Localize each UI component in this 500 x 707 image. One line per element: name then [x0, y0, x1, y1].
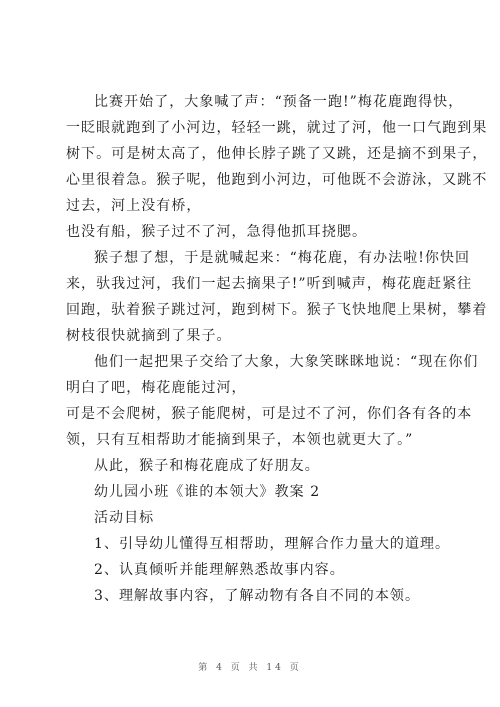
- text-line: 可是不会爬树，猴子能爬树，可是过不了河，你们各有各的本: [66, 406, 473, 422]
- page-footer: 第 4 页 共 14 页: [198, 663, 302, 673]
- document-body: [66, 89, 488, 609]
- text-line: 3、理解故事内容，了解动物有各自不同的本领。: [94, 588, 421, 604]
- text-line: 明白了吧，梅花鹿能过河，: [66, 380, 247, 396]
- text-line: 树下。可是树太高了，他伸长脖子跳了又跳，还是摘不到果子，: [66, 146, 488, 162]
- text-line: 也没有船，猴子过不了河，急得他抓耳挠腮。: [66, 224, 367, 240]
- text-line: 从此，猴子和梅花鹿成了好朋友。: [94, 458, 320, 474]
- text-line: 心里很着急。猴子呢，他跑到小河边，可他既不会游泳，又跳不: [66, 172, 488, 188]
- text-line: 领，只有互相帮助才能摘到果子，本领也就更大了。”: [66, 432, 414, 448]
- text-line: 过去，河上没有桥，: [66, 198, 202, 214]
- text-line: 2、认真倾听并能理解熟悉故事内容。: [94, 562, 345, 578]
- text-line: 1、引导幼儿懂得互相帮助，理解合作力量大的道理。: [94, 536, 451, 552]
- text-line: 树枝很快就摘到了果子。: [66, 328, 232, 344]
- text-line: 他们一起把果子交给了大象，大象笑眯眯地说：“现在你们: [94, 354, 479, 370]
- text-line: 幼儿园小班《谁的本领大》教案 2: [94, 484, 321, 500]
- text-line: 活动目标: [94, 510, 155, 526]
- text-line: 猴子想了想，于是就喊起来：“梅花鹿，有办法啦!你快回: [94, 250, 471, 266]
- text-line: 一眨眼就跑到了小河边，轻轻一跳，就过了河，他一口气跑到果: [66, 120, 488, 136]
- text-line: 比赛开始了，大象喊了声：“预备一跑!”梅花鹿跑得快，: [94, 94, 464, 110]
- text-line: 回跑，驮着猴子跳过河，跑到树下。猴子飞快地爬上果树，攀着: [66, 302, 488, 318]
- text-line: 来，驮我过河，我们一起去摘果子!”听到喊声，梅花鹿赶紧往: [66, 276, 473, 292]
